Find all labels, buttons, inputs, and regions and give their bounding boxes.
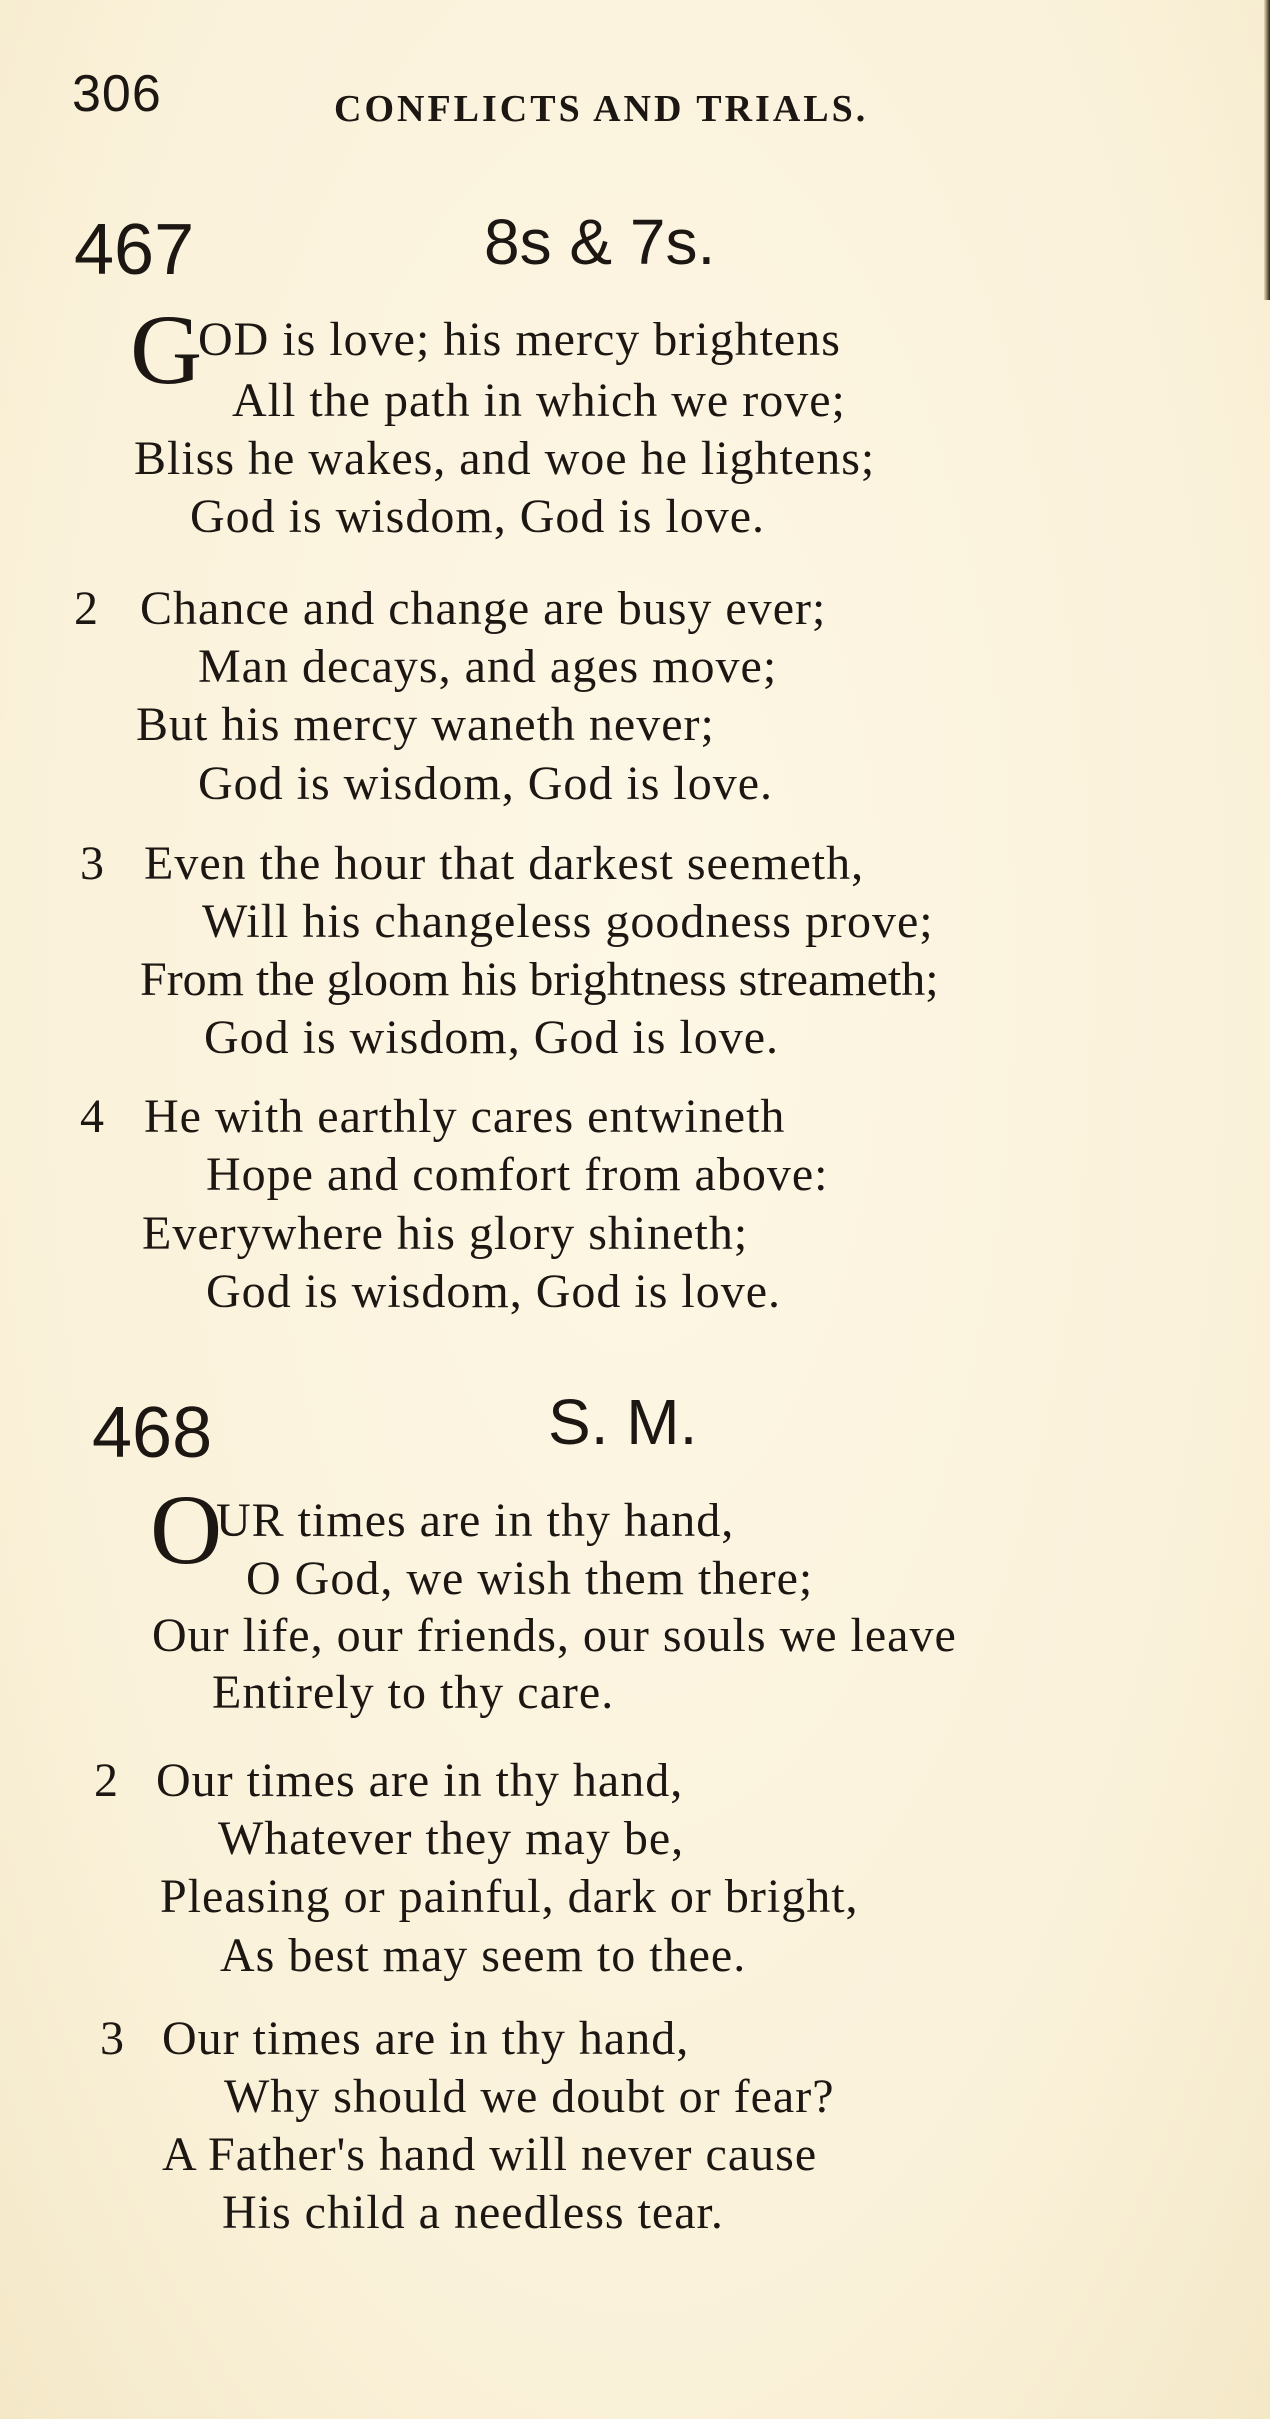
page-edge-shadow xyxy=(1264,0,1270,300)
verse-line: Pleasing or painful, dark or bright, xyxy=(160,1870,859,1923)
verse-line: Bliss he wakes, and woe he lightens; xyxy=(134,432,876,485)
verse-line: Our times are in thy hand, xyxy=(162,2012,690,2065)
verse-line: O God, we wish them there; xyxy=(246,1552,814,1605)
verse-number: 3 xyxy=(80,837,104,890)
verse-line: Everywhere his glory shineth; xyxy=(142,1207,749,1260)
verse-line: But his mercy waneth never; xyxy=(136,698,715,751)
verse-line: God is wisdom, God is love. xyxy=(206,1265,782,1318)
page-header xyxy=(72,65,869,130)
verse-line: Why should we doubt or fear? xyxy=(224,2070,835,2123)
verse-line: Man decays, and ages move; xyxy=(198,640,778,693)
hymn-number-468: 468 xyxy=(92,1393,213,1473)
verse-line: UR times are in thy hand, xyxy=(216,1494,735,1547)
hymn-number-467: 467 xyxy=(74,210,195,290)
verse-line: God is wisdom, God is love. xyxy=(204,1011,780,1064)
verse-line: All the path in which we rove; xyxy=(232,374,846,427)
verse-number: 4 xyxy=(80,1090,104,1143)
verse-line: Whatever they may be, xyxy=(218,1812,685,1865)
verse-line: His child a needless tear. xyxy=(222,2186,724,2239)
verse-number: 2 xyxy=(74,582,98,635)
verse-line: Our times are in thy hand, xyxy=(156,1754,684,1807)
hymn-meter-467: 8s & 7s. xyxy=(484,206,716,278)
verse-line: Will his changeless goodness prove; xyxy=(202,895,934,948)
verse-line: Even the hour that darkest seemeth, xyxy=(144,837,865,890)
running-title: CONFLICTS AND TRIALS. xyxy=(334,88,869,130)
hymn-meter-468: S. M. xyxy=(548,1386,698,1458)
verse-line: Hope and comfort from above: xyxy=(206,1148,829,1201)
verse-line: From the gloom his brightness streameth; xyxy=(140,953,939,1006)
verse-line: God is wisdom, God is love. xyxy=(198,757,774,810)
verse-line: Entirely to thy care. xyxy=(212,1666,615,1719)
dropcap-468: O xyxy=(150,1474,223,1585)
verse-line: Our life, our friends, our souls we leave xyxy=(152,1609,957,1662)
verse-line: A Father's hand will never cause xyxy=(162,2128,818,2181)
verse-line: As best may seem to thee. xyxy=(220,1929,747,1982)
verse-line: OD is love; his mercy brightens xyxy=(198,313,841,366)
verse-line: God is wisdom, God is love. xyxy=(190,490,766,543)
dropcap-467: G xyxy=(130,294,203,405)
verse-number: 3 xyxy=(100,2012,124,2065)
page-number: 306 xyxy=(72,65,162,123)
verse-number: 2 xyxy=(94,1754,118,1807)
verse-line: Chance and change are busy ever; xyxy=(140,582,827,635)
verse-line: He with earthly cares entwineth xyxy=(144,1090,786,1143)
